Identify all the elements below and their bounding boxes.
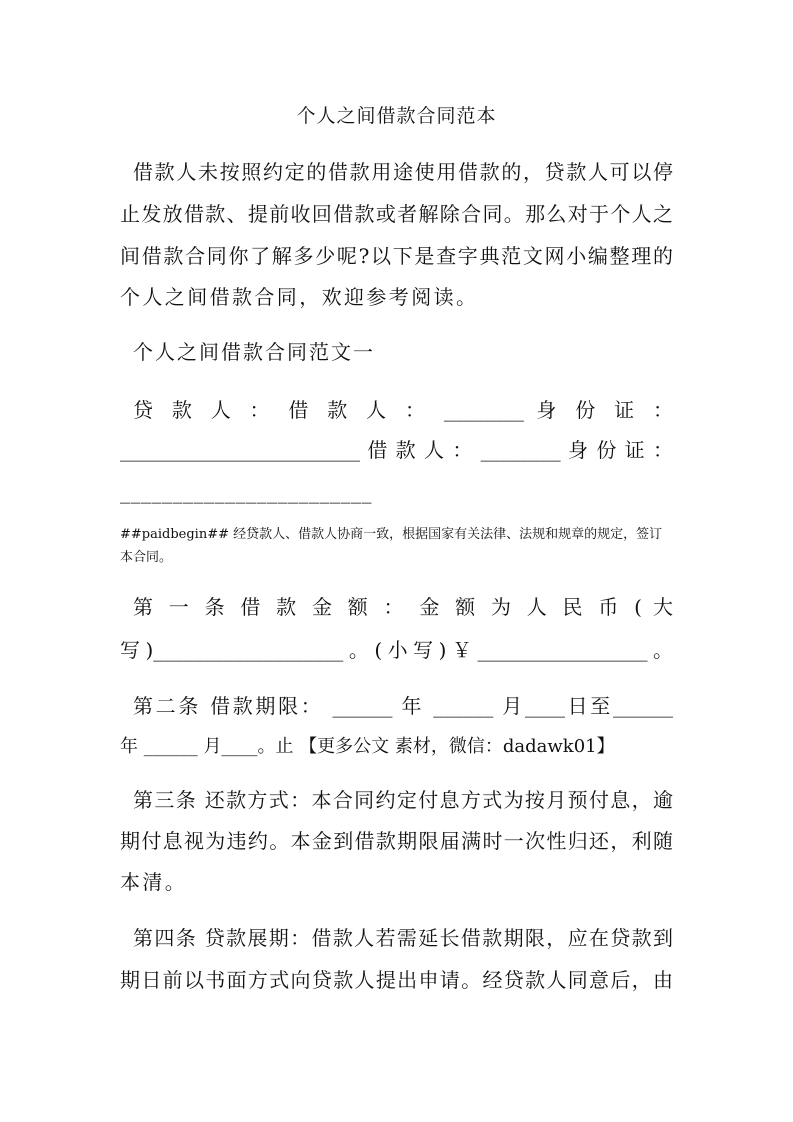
article4-line: 期日前以书面方式向贷款人提出申请。经贷款人同意后，由 — [120, 968, 673, 992]
article1-line: 第 一 条 借 款 金 额 ： 金 额 为 人 民 币 ( 大 — [133, 595, 673, 619]
article3-line: 期付息视为违约。本金到借款期限届满时一次性归还，利随 — [120, 829, 673, 853]
parties-line: ________________________ — [120, 480, 372, 504]
article1-line: 写)___________________。(小写)￥_________________。 — [120, 638, 673, 662]
intro-line: 借款人未按照约定的借款用途使用借款的，贷款人可以停 — [133, 160, 673, 184]
article2-line: 年 ______ 月____。止 【更多公文 素材，微信：dadawk01】 — [120, 736, 615, 757]
document-title: 个人之间借款合同范本 — [296, 105, 497, 127]
parties-line: 贷 款 人 ： 借 款 人 ： ________ 身 份 证 ： — [133, 398, 673, 422]
section-heading: 个人之间借款合同范文一 — [133, 340, 375, 364]
article3-line: 本清。 — [120, 870, 188, 894]
preamble-line: 本合同。 — [120, 550, 173, 565]
article2-line: 第二条 借款期限： ______ 年 ______ 月____日至______ — [133, 694, 673, 718]
article3-line: 第三条 还款方式：本合同约定付息方式为按月预付息，逾 — [133, 788, 673, 812]
intro-line: 止发放借款、提前收回借款或者解除合同。那么对于个人之 — [120, 202, 673, 226]
parties-line: ________________________ 借 款 人 ： ________ 身 份 证 ： — [120, 438, 673, 462]
preamble-line: ##paidbegin## 经贷款人、借款人协商一致，根据国家有关法律、法规和规章的规定，签订 — [120, 527, 663, 542]
intro-line: 间借款合同你了解多少呢?以下是查字典范文网小编整理的 — [120, 244, 673, 268]
article4-line: 第四条 贷款展期：借款人若需延长借款期限，应在贷款到 — [133, 926, 673, 950]
intro-line: 个人之间借款合同，欢迎参考阅读。 — [120, 285, 479, 309]
